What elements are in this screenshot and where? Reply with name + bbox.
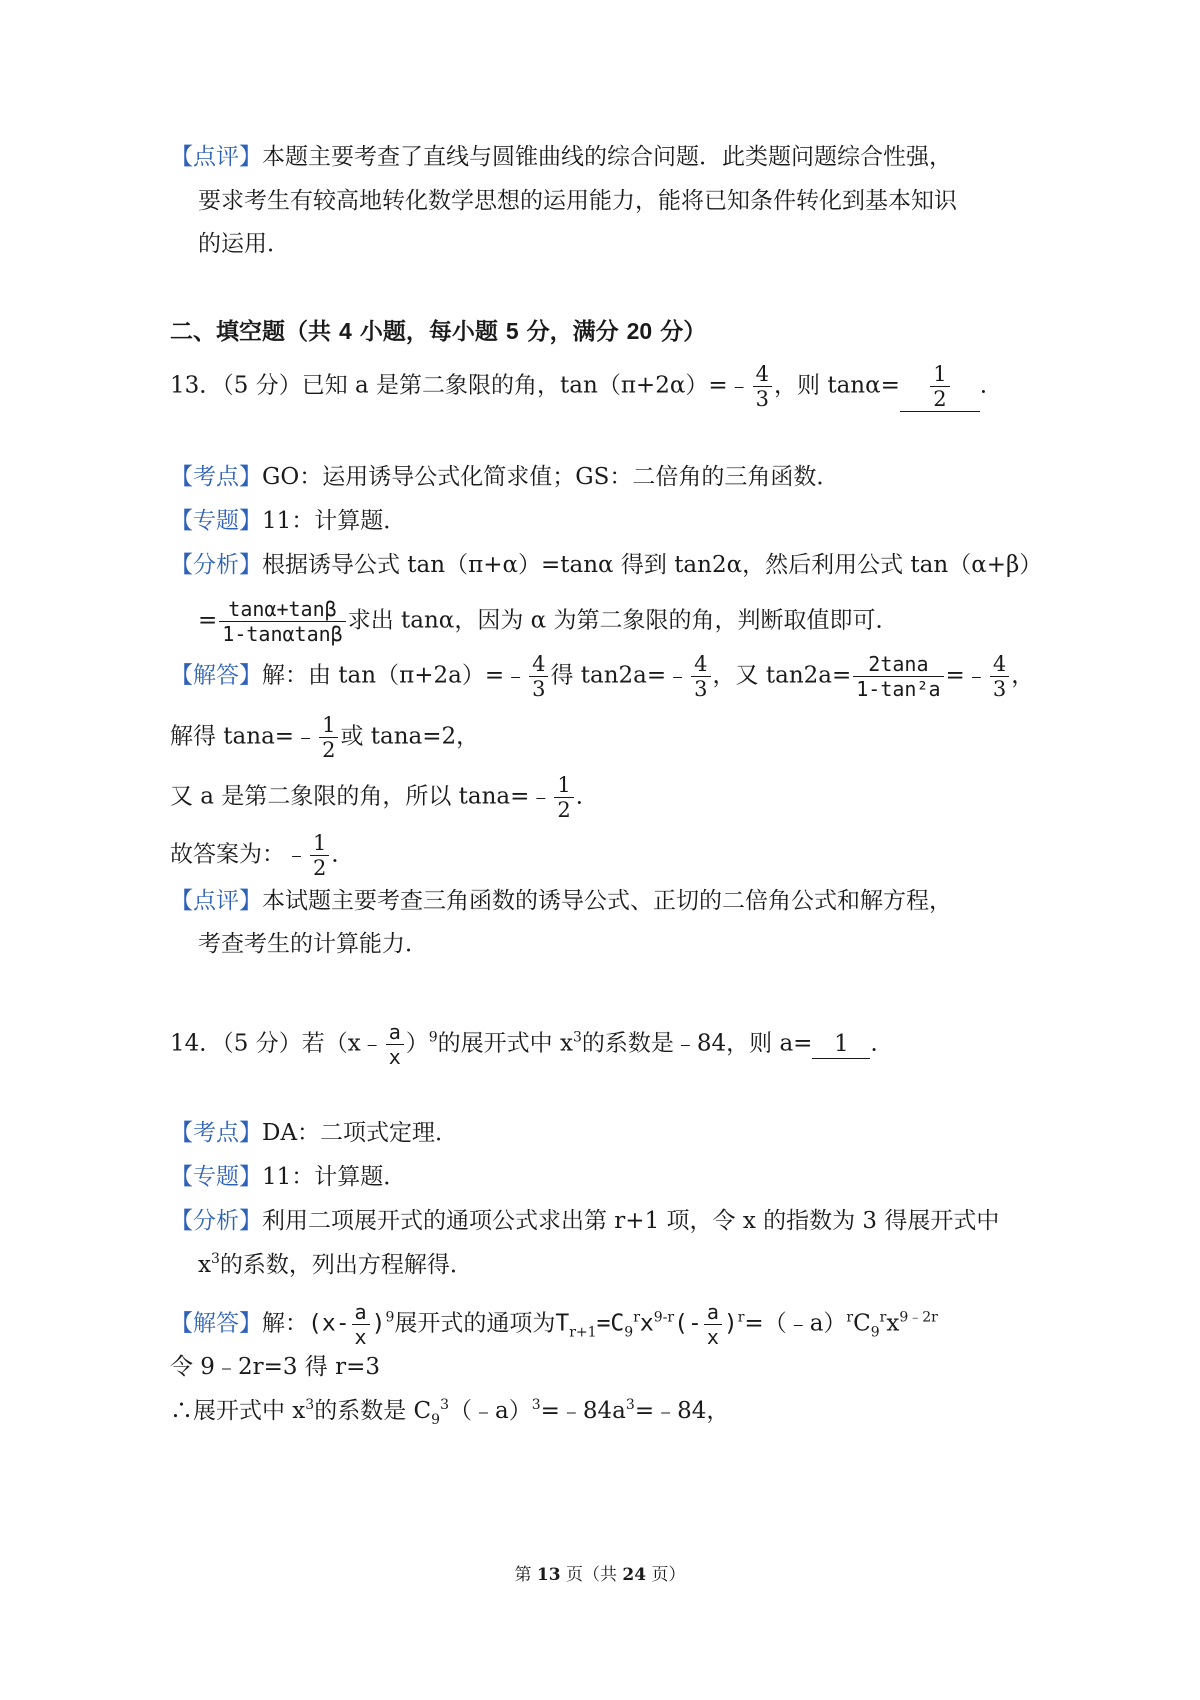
q14-kaodian: 【考点】DA：二项式定理．: [170, 1120, 459, 1146]
q13-zhuanti: 【专题】11：计算题．: [170, 508, 407, 534]
q14-jieda-3: ∴展开式中 $x^3$的系数是 $C_9^3(﹣a)^3=﹣84a^3=﹣84$，: [170, 1397, 730, 1428]
page-footer: 第 13 页（共 24 页）: [514, 1565, 686, 1585]
section-title: 二、填空题（共 4 小题，每小题 5 分，满分 20 分）: [170, 318, 707, 345]
comment-line-2: 要求考生有较高地转化数学思想的运用能力，能将已知条件转化到基本知识: [198, 188, 957, 214]
q13-kaodian: 【考点】GO：运用诱导公式化简求值；GS：二倍角的三角函数．: [170, 464, 840, 490]
answer-blank-13: $\frac{1}{2}$: [900, 362, 980, 412]
q13-fenxi-1: 【分析】根据诱导公式 tan（π+α）=tanα 得到 tan2α，然后利用公式 tan（α+β）: [170, 552, 1043, 578]
q13-dianping-1: 【点评】本试题主要考查三角函数的诱导公式、正切的二倍角公式和解方程，: [170, 888, 952, 914]
q13-fenxi-2: = $\frac{\tan\alpha+\tan\beta}{1-\tan\alpha\tan\beta}$ 求出 tanα，因为 α 为第二象限的角，判断取值即可．: [198, 597, 899, 646]
q13-jieda-2: 解得 tana=﹣ $\frac{1}{2}$ 或 tana=2，: [170, 713, 480, 762]
q14-jieda-1: 【解答】解：(x- $\frac{a}{x}$ )$^9$展开式的通项为$T_{r+1}=C_9^rx^{9-r}(-$ $\frac{a}{x}$ )$^r=(﹣a)^rC_9^rx^{9﹣2r}$: [170, 1300, 938, 1349]
q13-dianping-2: 考查考生的计算能力．: [198, 931, 428, 957]
q13-jieda-3: 又 a 是第二象限的角，所以 tana=﹣ $\frac{1}{2}$ ．: [170, 773, 599, 822]
q13-jieda-4: 故答案为：﹣ $\frac{1}{2}$ ．: [170, 831, 355, 880]
page-number: 13: [536, 1565, 561, 1585]
q14-zhuanti: 【专题】11：计算题．: [170, 1164, 407, 1190]
question-14: 14．（5 分）若（x﹣ $\frac{a}{x}$ ）$^9$的展开式中 $x^3$的系数是﹣84，则 a= 1 ．: [170, 1020, 894, 1069]
q14-fenxi-1: 【分析】利用二项展开式的通项公式求出第 r+1 项，令 x 的指数为 3 得展开式中: [170, 1208, 1000, 1234]
q14-fenxi-2: $x^3$的系数，列出方程解得．: [198, 1251, 473, 1278]
comment-line-3: 的运用．: [198, 231, 290, 257]
q13-jieda-1: 【解答】解：由 tan（π+2a）=﹣ $\frac{4}{3}$ 得 tan2a=﹣ $\frac{4}{3}$ ，又 tan2a= $\frac{2\tan a}{\text{1-tan²a}}$ =﹣ $\frac{4}{3}$ ，: [170, 652, 1035, 701]
answer-blank-14: 1: [812, 1030, 870, 1059]
comment-line-1: 【点评】本题主要考查了直线与圆锥曲线的综合问题．此类题问题综合性强，: [170, 144, 952, 170]
q14-jieda-2: 令 9﹣2r=3 得 r=3: [170, 1354, 380, 1380]
comment-tag: 【点评】: [170, 144, 262, 170]
page-total: 24: [622, 1565, 647, 1585]
question-13: 13．（5 分）已知 a 是第二象限的角，tan（π+2α）=﹣ $\frac{4}{3}$ ，则 tanα= $\frac{1}{2}$ ．: [170, 362, 1003, 411]
